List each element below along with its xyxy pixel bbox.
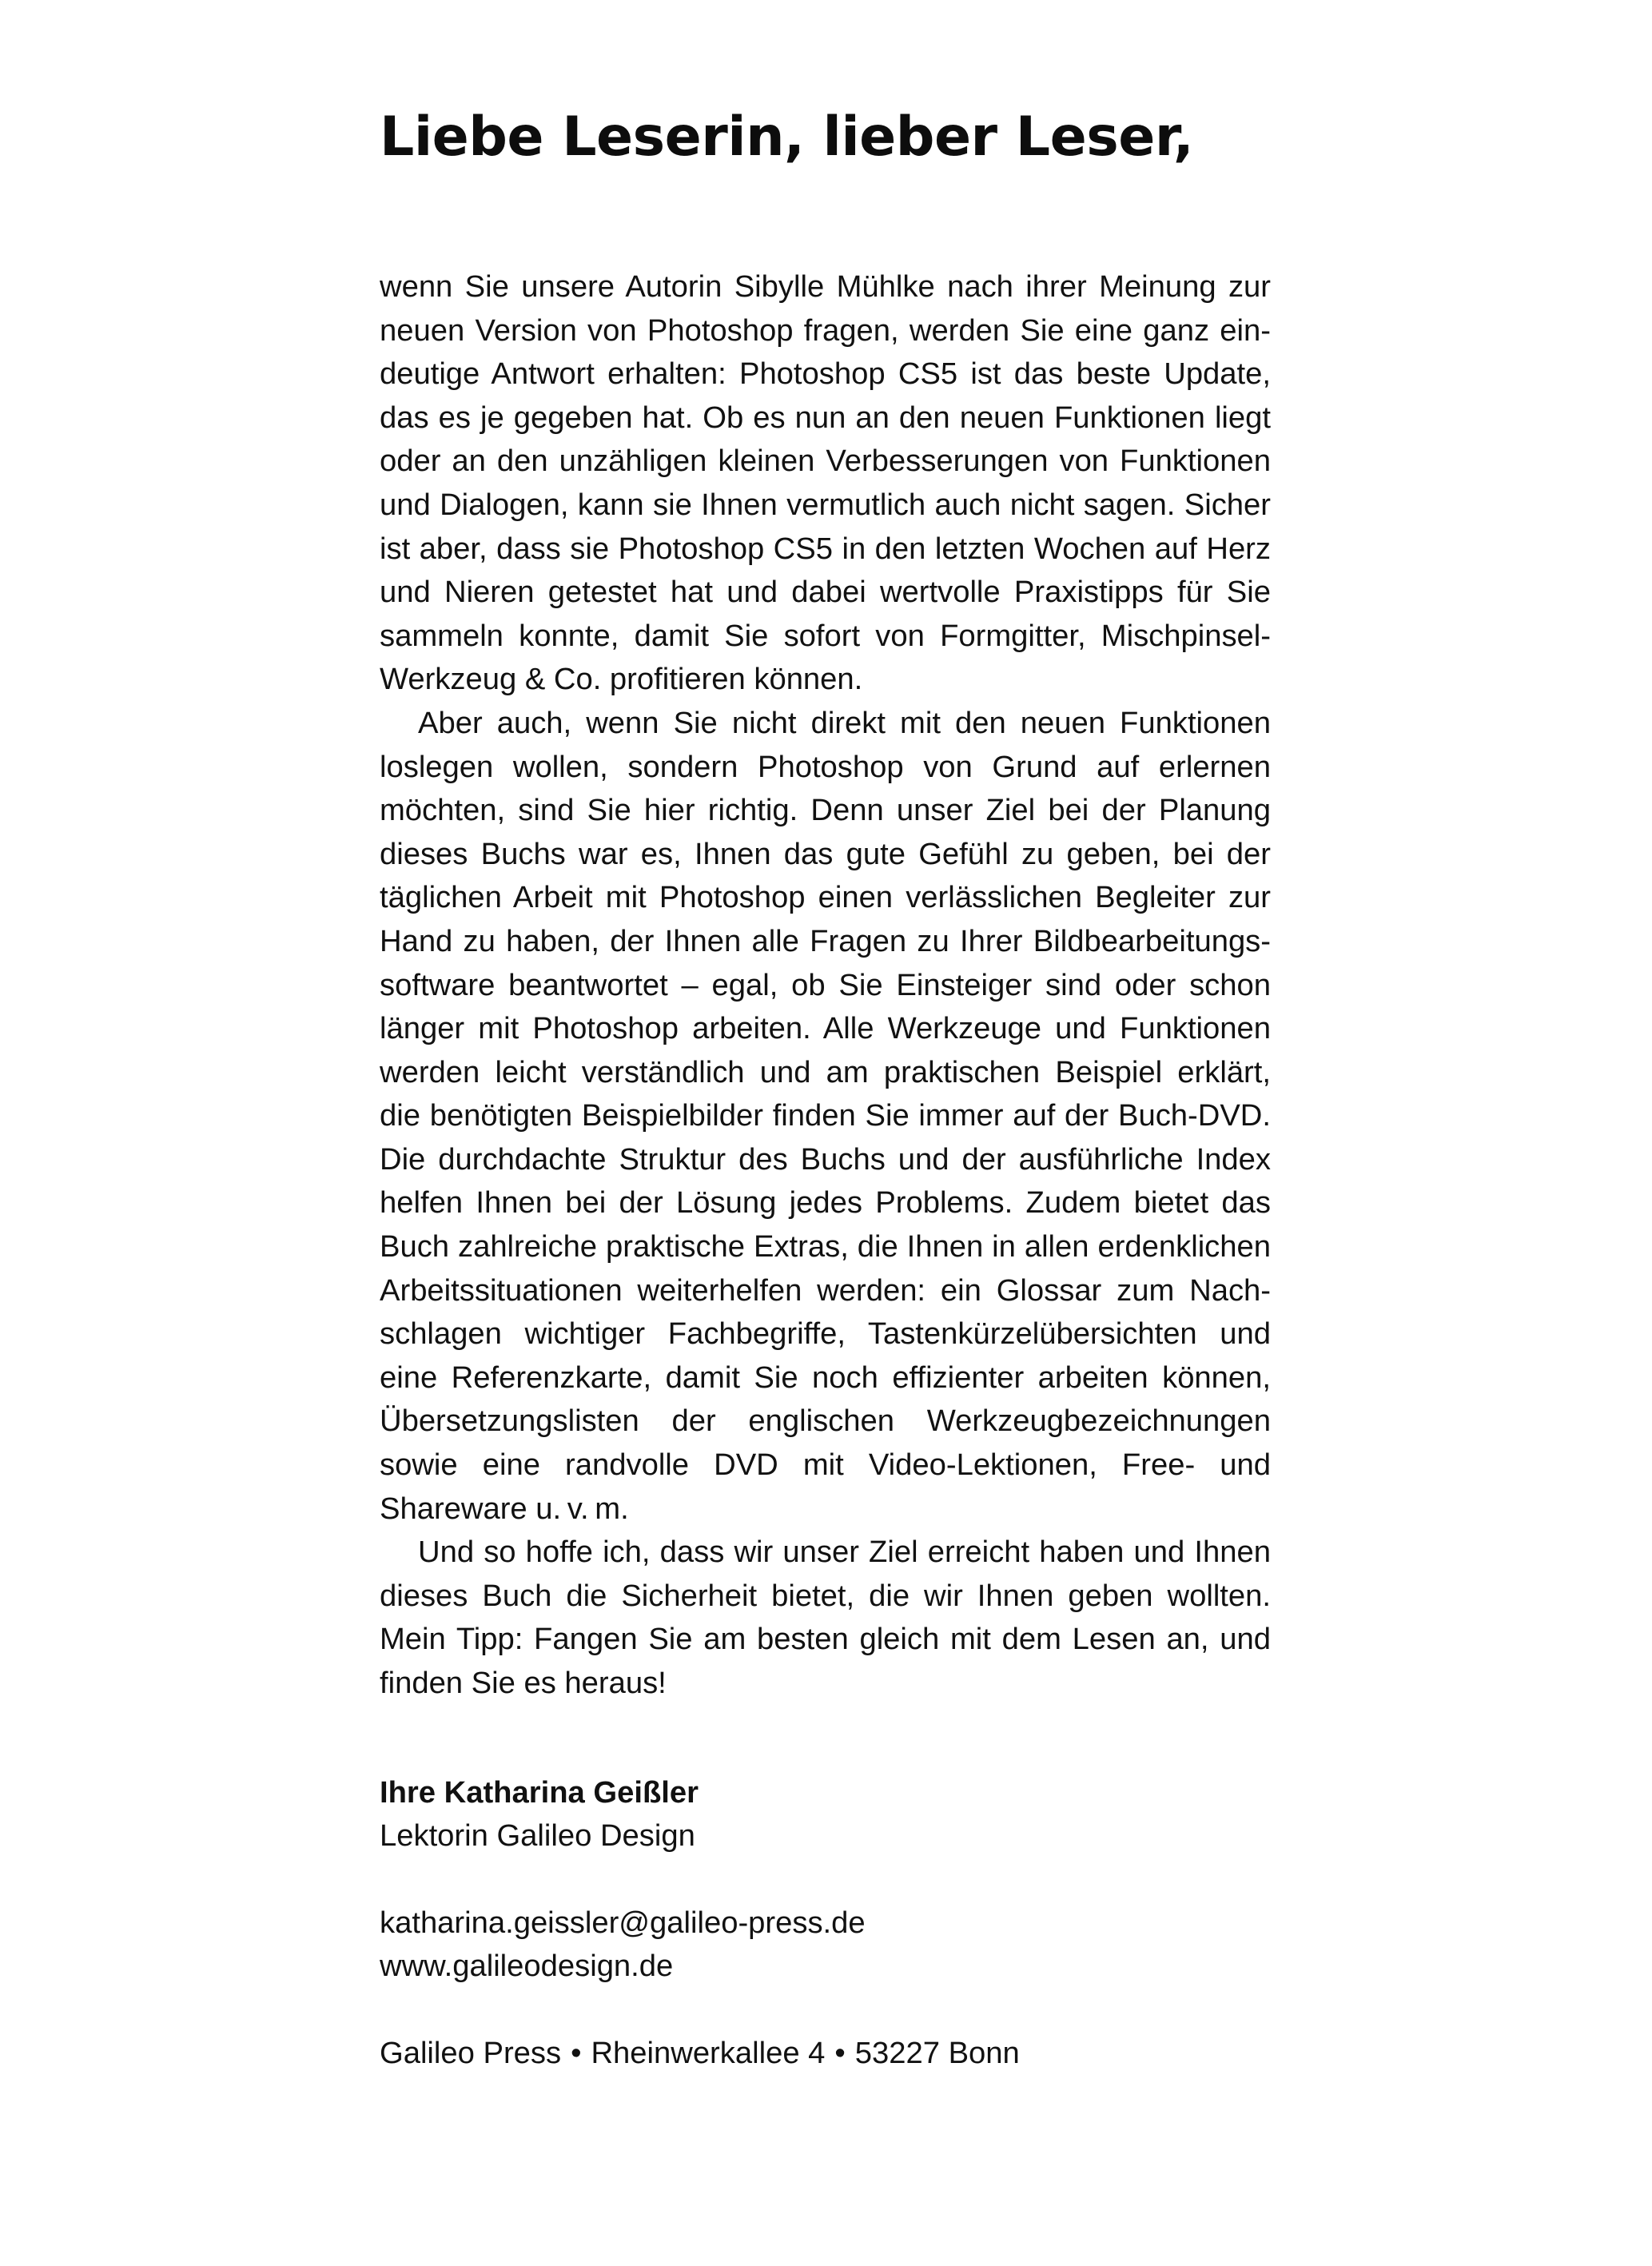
signature-role: Lektorin Galileo Design [380,1818,695,1854]
address-city: 53227 Bonn [854,2035,1020,2070]
contact-block [380,1902,1271,1989]
website-link[interactable]: www.galileodesign.de [380,1949,674,1984]
email-link[interactable]: katharina.geissler@galileo-press.de [380,1905,866,1940]
paragraph-1: wenn Sie unsere Autorin Sibylle Mühlke nach ihrer Meinung zur neuen Version von Photoshop fragen, werden Sie eine ganz eindeutige Antwort erhalten: Photoshop CS5 ist das beste Update, das es je gegeben hat. Ob es nun an den neuen Funktionen liegt oder an den unzähligen kleinen Verbesserungen von Funktionen und Dialogen, kann sie Ihnen vermutlich auch nicht sagen. Sicher ist aber, dass sie Photoshop CS5 in den letzten Wochen auf Herz und Nieren getestet hat und dabei wertvolle Praxistipps für Sie sammeln konnte, damit Sie sofort von Formgitter, Mischpinsel-Werkzeug & Co. profitieren können. [380,269,1271,697]
letter-body [380,265,1271,1706]
page-title: Liebe Leserin, lieber Leser, [380,106,1194,169]
signature-block [380,1771,1271,1858]
paragraph-2: Aber auch, wenn Sie nicht direkt mit den neuen Funktionen loslegen wollen, sondern Photoshop von Grund auf erlernen möchten, sind Sie hier richtig. Denn unser Ziel bei der Planung dieses Buchs war es, Ihnen das gute Gefühl zu geben, bei der täglichen Arbeit mit Photoshop einen verlässlichen Begleiter zur Hand zu haben, der Ihnen alle Fragen zu Ihrer Bildbearbeitungssoftware beantwortet – egal, ob Sie Einsteiger sind oder schon länger mit Photoshop arbeiten. Alle Werkzeuge und Funktionen werden leicht verständlich und am praktischen Beispiel erklärt, die benötigten Beispielbilder finden Sie immer auf der Buch-DVD. Die durchdachte Struktur des Buchs und der ausführliche Index helfen Ihnen bei der Lösung jedes Problems. Zudem bietet das Buch zahlreiche praktische Extras, die Ihnen in allen erdenklichen Arbeitssituationen weiterhelfen werden: ein Glossar zum Nachschlagen wichtiger Fachbegriffe, Tastenkürzelübersichten und eine Referenzkarte, damit Sie noch effizienter arbeiten können, Übersetzungslisten der englischen Werkzeugbezeichnungen sowie eine randvolle DVD mit Video-Lektionen, Free- und Shareware u. v. m. [380,705,1271,1526]
address-company: Galileo Press [380,2035,562,2070]
signature-name: Ihre Katharina Geißler [380,1774,699,1810]
bullet-separator-1: • [571,2035,582,2070]
paragraph-3: Und so hoffe ich, dass wir unser Ziel erreicht haben und Ihnen dieses Buch die Sicherheit bietet, die wir Ihnen geben wollten. Mein Tipp: Fangen Sie am besten gleich mit dem Lesen an, und finden Sie es heraus! [380,1535,1271,1700]
address-line [380,2032,1271,2076]
letter-page [380,104,1271,2076]
bullet-separator-2: • [834,2035,846,2070]
address-street: Rheinwerkallee 4 [591,2035,826,2070]
